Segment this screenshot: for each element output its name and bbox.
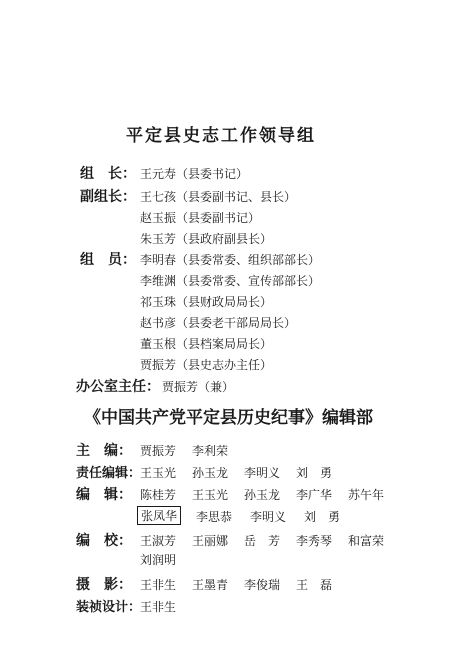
label-bianji: 编 辑： — [76, 487, 132, 503]
row-label-zuzhang: 组 长： — [80, 166, 136, 182]
bianji-name-boxed: 张凤华 — [137, 506, 181, 525]
zeren-name-3: 李明义 — [244, 466, 281, 480]
jiaoxiao-name-1: 王淑芳 — [140, 534, 177, 548]
row-value-fuzuzhang-2: 赵玉振（县委副书记） — [140, 211, 261, 225]
jiaoxiao-name-2: 王丽娜 — [192, 534, 229, 548]
row-value-fuzuzhang-3: 朱玉芳（县政府副县长） — [140, 232, 273, 246]
label-zhubian: 主 编： — [76, 443, 132, 459]
row-value-zuyuan-5: 董玉根（县档案局局长） — [140, 337, 273, 351]
label-zeren-bianji: 责任编辑： — [76, 466, 142, 481]
section1-title: 平定县史志工作领导组 — [126, 126, 316, 146]
label-zhuangzhen: 装祯设计： — [76, 600, 142, 615]
bianji-name-1: 陈桂芳 — [140, 488, 177, 502]
row-label-zuyuan: 组 员： — [80, 252, 136, 268]
row-label-bangongshi: 办公室主任： — [76, 379, 160, 395]
zhubian-name-2: 李利荣 — [192, 444, 229, 458]
jiaoxiao-name-3: 岳 芳 — [244, 534, 281, 548]
bianji-name-3: 孙玉龙 — [244, 488, 281, 502]
row-value-zuyuan-1: 李明春（县委常委、组织部部长） — [140, 253, 321, 267]
section2-title: 《中国共产党平定县历史纪事》编辑部 — [84, 408, 373, 428]
zhubian-name-1: 贾振芳 — [140, 444, 177, 458]
row-value-zuyuan-6: 贾振芳（县史志办主任） — [140, 358, 273, 372]
bianji-name-8: 刘 勇 — [304, 510, 341, 524]
row-value-zuyuan-2: 李维渊（县委常委、宣传部部长） — [140, 274, 321, 288]
bianji-name-6: 李思恭 — [196, 510, 233, 524]
bianji-name-4: 李广华 — [296, 488, 333, 502]
jiaoxiao-name-5: 和富荣 — [348, 534, 385, 548]
bianji-name-7: 李明义 — [250, 510, 287, 524]
label-sheying: 摄 影： — [76, 577, 132, 593]
label-jiaoxiao: 编 校： — [76, 533, 132, 549]
row-label-fuzuzhang: 副组长： — [80, 189, 136, 205]
zeren-name-1: 王玉光 — [140, 466, 177, 480]
sheying-name-1: 王非生 — [140, 578, 177, 592]
zhuangzhen-name-1: 王非生 — [140, 600, 177, 614]
row-value-zuyuan-3: 祁玉珠（县财政局局长） — [140, 295, 273, 309]
row-value-zuyuan-4: 赵书彦（县委老干部局局长） — [140, 316, 297, 330]
row-value-fuzuzhang-1: 王七孩（县委副书记、县长） — [140, 190, 297, 204]
sheying-name-2: 王墨青 — [192, 578, 229, 592]
sheying-name-3: 李俊瑞 — [244, 578, 281, 592]
zeren-name-2: 孙玉龙 — [192, 466, 229, 480]
bianji-name-2: 王玉光 — [192, 488, 229, 502]
row-value-zuzhang: 王元寿（县委书记） — [140, 167, 249, 181]
row-value-bangongshi: 贾振芳（兼） — [162, 380, 235, 394]
bianji-name-5: 苏午年 — [348, 488, 385, 502]
jiaoxiao-name-4: 李秀琴 — [296, 534, 333, 548]
sheying-name-4: 王 磊 — [296, 578, 333, 592]
jiaoxiao-name-6: 刘润明 — [140, 553, 177, 567]
zeren-name-4: 刘 勇 — [296, 466, 333, 480]
